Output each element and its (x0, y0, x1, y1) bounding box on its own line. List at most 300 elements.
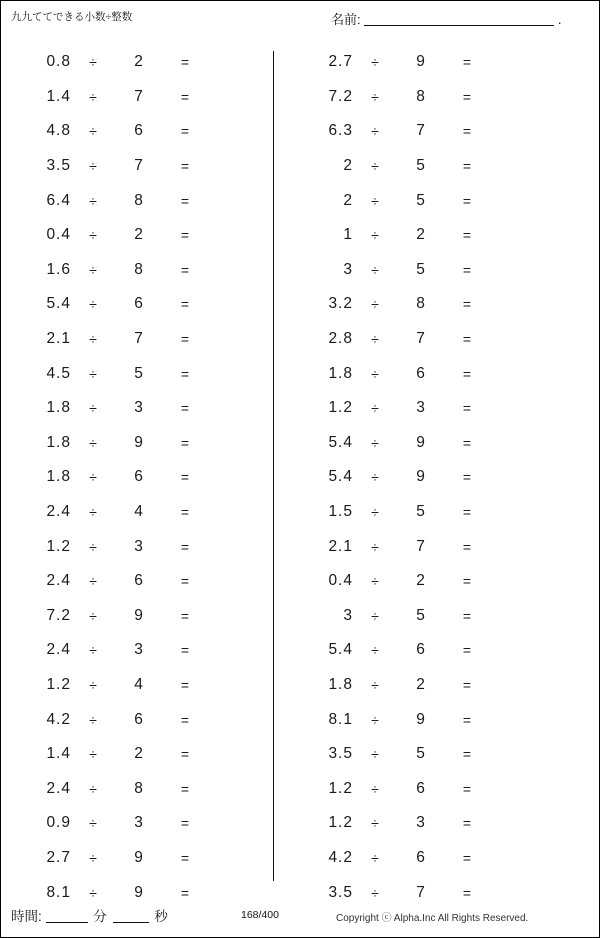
divisor: 4 (134, 675, 144, 693)
problem-row (283, 426, 555, 461)
division-operator: ÷ (371, 192, 379, 209)
division-operator: ÷ (89, 88, 97, 105)
divisor: 3 (416, 814, 426, 832)
divisor: 9 (416, 710, 426, 728)
problem-row (1, 668, 273, 703)
divisor: 5 (416, 191, 426, 209)
equals-sign: = (462, 573, 472, 590)
dividend: 1.8 (46, 433, 71, 451)
problem-row (1, 633, 273, 668)
answer-blank[interactable] (487, 330, 551, 348)
answer-blank[interactable] (205, 607, 269, 625)
answer-blank[interactable] (205, 88, 269, 106)
divisor: 2 (416, 572, 426, 590)
answer-blank[interactable] (205, 468, 269, 486)
dividend: 1.2 (46, 675, 71, 693)
page-header (1, 1, 599, 39)
equals-sign: = (180, 331, 190, 348)
answer-blank[interactable] (487, 538, 551, 556)
divisor: 6 (416, 779, 426, 797)
divisor: 6 (416, 364, 426, 382)
division-operator: ÷ (371, 884, 379, 901)
equals-sign: = (462, 469, 472, 486)
divisor: 6 (416, 848, 426, 866)
division-operator: ÷ (371, 434, 379, 451)
problem-row (283, 253, 555, 288)
divisor: 3 (134, 641, 144, 659)
answer-blank[interactable] (205, 572, 269, 590)
problem-row (283, 633, 555, 668)
divisor: 8 (134, 191, 144, 209)
answer-blank[interactable] (487, 365, 551, 383)
equals-sign: = (180, 849, 190, 866)
dividend: 5.4 (328, 433, 353, 451)
divisor: 8 (416, 295, 426, 313)
division-operator: ÷ (371, 780, 379, 797)
equals-sign: = (462, 815, 472, 832)
dividend: 4.2 (328, 848, 353, 866)
divisor: 6 (134, 572, 144, 590)
minutes-unit: 分 (93, 909, 107, 924)
problem-row (1, 564, 273, 599)
equals-sign: = (462, 642, 472, 659)
answer-blank[interactable] (487, 157, 551, 175)
column-divider (273, 51, 274, 881)
division-operator: ÷ (89, 434, 97, 451)
answer-blank[interactable] (487, 607, 551, 625)
division-operator: ÷ (371, 711, 379, 728)
answer-blank[interactable] (487, 295, 551, 313)
division-operator: ÷ (371, 123, 379, 140)
divisor: 3 (416, 399, 426, 417)
divisor: 3 (134, 814, 144, 832)
divisor: 7 (416, 537, 426, 555)
division-operator: ÷ (89, 227, 97, 244)
division-operator: ÷ (371, 504, 379, 521)
equals-sign: = (462, 780, 472, 797)
dividend: 3.5 (46, 157, 71, 175)
division-operator: ÷ (371, 296, 379, 313)
answer-blank[interactable] (205, 503, 269, 521)
division-operator: ÷ (371, 261, 379, 278)
divisor: 5 (416, 745, 426, 763)
equals-sign: = (180, 296, 190, 313)
divisor: 7 (134, 87, 144, 105)
problem-row (283, 149, 555, 184)
problem-row (1, 45, 273, 80)
answer-blank[interactable] (205, 53, 269, 71)
equals-sign: = (462, 434, 472, 451)
division-operator: ÷ (371, 815, 379, 832)
problem-row (1, 495, 273, 530)
answer-blank[interactable] (487, 192, 551, 210)
answer-blank[interactable] (205, 157, 269, 175)
divisor: 7 (134, 330, 144, 348)
problem-row (283, 391, 555, 426)
answer-blank[interactable] (487, 122, 551, 140)
equals-sign: = (180, 158, 190, 175)
answer-blank[interactable] (205, 538, 269, 556)
division-operator: ÷ (371, 88, 379, 105)
equals-sign: = (462, 331, 472, 348)
dividend: 3.5 (328, 745, 353, 763)
divisor: 5 (416, 157, 426, 175)
division-operator: ÷ (89, 607, 97, 624)
division-operator: ÷ (371, 365, 379, 382)
equals-sign: = (462, 88, 472, 105)
divisor: 3 (134, 399, 144, 417)
dividend: 0.9 (46, 814, 71, 832)
problem-column-right (283, 45, 555, 910)
dividend: 7.2 (46, 606, 71, 624)
divisor: 5 (134, 364, 144, 382)
name-input-line[interactable] (364, 12, 554, 26)
equals-sign: = (462, 711, 472, 728)
dividend: 2.4 (46, 641, 71, 659)
problem-row (283, 564, 555, 599)
answer-blank[interactable] (487, 849, 551, 867)
problem-row (1, 391, 273, 426)
equals-sign: = (180, 676, 190, 693)
division-operator: ÷ (89, 884, 97, 901)
problem-row (1, 356, 273, 391)
problem-row (283, 287, 555, 322)
division-operator: ÷ (89, 192, 97, 209)
problem-row (283, 841, 555, 876)
dividend: 1.4 (46, 745, 71, 763)
problem-row (1, 80, 273, 115)
dividend: 1.8 (328, 675, 353, 693)
dividend: 4.8 (46, 122, 71, 140)
equals-sign: = (180, 123, 190, 140)
dividend: 2 (343, 157, 353, 175)
divisor: 3 (134, 537, 144, 555)
division-operator: ÷ (89, 746, 97, 763)
dividend: 2.7 (328, 53, 353, 71)
equals-sign: = (462, 261, 472, 278)
seconds-input-line[interactable] (113, 910, 149, 923)
division-operator: ÷ (89, 573, 97, 590)
problem-column-left (1, 45, 273, 910)
equals-sign: = (180, 607, 190, 624)
answer-blank[interactable] (487, 399, 551, 417)
problem-row (1, 114, 273, 149)
division-operator: ÷ (371, 607, 379, 624)
answer-blank[interactable] (205, 849, 269, 867)
divisor: 5 (416, 503, 426, 521)
problem-row (1, 806, 273, 841)
division-operator: ÷ (371, 331, 379, 348)
problem-row (1, 702, 273, 737)
problem-row (1, 599, 273, 634)
division-operator: ÷ (371, 676, 379, 693)
divisor: 2 (134, 226, 144, 244)
problem-row (1, 841, 273, 876)
answer-blank[interactable] (205, 434, 269, 452)
equals-sign: = (462, 400, 472, 417)
answer-blank[interactable] (487, 745, 551, 763)
division-operator: ÷ (371, 573, 379, 590)
dividend: 0.4 (46, 226, 71, 244)
dividend: 1.6 (46, 260, 71, 278)
dividend: 5.4 (328, 641, 353, 659)
problem-row (283, 114, 555, 149)
dividend: 3 (343, 606, 353, 624)
answer-blank[interactable] (487, 468, 551, 486)
equals-sign: = (180, 815, 190, 832)
problems-area (1, 45, 600, 901)
equals-sign: = (462, 746, 472, 763)
equals-sign: = (462, 54, 472, 71)
dividend: 2.4 (46, 503, 71, 521)
equals-sign: = (180, 711, 190, 728)
minutes-input-line[interactable] (46, 910, 88, 923)
answer-blank[interactable] (205, 641, 269, 659)
divisor: 4 (134, 503, 144, 521)
dividend: 1 (343, 226, 353, 244)
equals-sign: = (180, 88, 190, 105)
divisor: 7 (416, 122, 426, 140)
divisor: 6 (134, 468, 144, 486)
answer-blank[interactable] (205, 122, 269, 140)
equals-sign: = (180, 780, 190, 797)
equals-sign: = (462, 538, 472, 555)
dividend: 2.1 (46, 330, 71, 348)
divisor: 5 (416, 606, 426, 624)
dividend: 3.5 (328, 883, 353, 901)
divisor: 2 (416, 675, 426, 693)
dividend: 0.4 (328, 572, 353, 590)
answer-blank[interactable] (487, 226, 551, 244)
dividend: 2.8 (328, 330, 353, 348)
problem-row (283, 460, 555, 495)
problem-row (283, 80, 555, 115)
dividend: 6.3 (328, 122, 353, 140)
division-operator: ÷ (371, 54, 379, 71)
divisor: 9 (134, 433, 144, 451)
answer-blank[interactable] (205, 365, 269, 383)
problem-row (283, 356, 555, 391)
division-operator: ÷ (89, 261, 97, 278)
division-operator: ÷ (89, 158, 97, 175)
dividend: 1.4 (46, 87, 71, 105)
answer-blank[interactable] (487, 503, 551, 521)
divisor: 9 (416, 468, 426, 486)
name-suffix: . (557, 12, 562, 27)
time-label: 時間: (11, 909, 42, 924)
equals-sign: = (462, 296, 472, 313)
division-operator: ÷ (89, 676, 97, 693)
page-footer (1, 895, 599, 937)
equals-sign: = (462, 504, 472, 521)
answer-blank[interactable] (205, 745, 269, 763)
dividend: 1.5 (328, 503, 353, 521)
answer-blank[interactable] (487, 53, 551, 71)
equals-sign: = (462, 607, 472, 624)
division-operator: ÷ (89, 849, 97, 866)
divisor: 6 (416, 641, 426, 659)
divisor: 2 (134, 53, 144, 71)
answer-blank[interactable] (205, 814, 269, 832)
problem-row (283, 183, 555, 218)
problem-row (283, 771, 555, 806)
division-operator: ÷ (89, 815, 97, 832)
equals-sign: = (462, 123, 472, 140)
divisor: 8 (134, 260, 144, 278)
division-operator: ÷ (371, 642, 379, 659)
dividend: 1.8 (46, 399, 71, 417)
dividend: 2.1 (328, 537, 353, 555)
divisor: 6 (134, 710, 144, 728)
problem-row (1, 322, 273, 357)
dividend: 8.1 (46, 883, 71, 901)
dividend: 5.4 (328, 468, 353, 486)
equals-sign: = (180, 642, 190, 659)
answer-blank[interactable] (487, 88, 551, 106)
equals-sign: = (462, 158, 472, 175)
equals-sign: = (180, 261, 190, 278)
problem-row (283, 737, 555, 772)
dividend: 3 (343, 260, 353, 278)
dividend: 8.1 (328, 710, 353, 728)
equals-sign: = (180, 884, 190, 901)
division-operator: ÷ (89, 711, 97, 728)
problem-row (283, 218, 555, 253)
dividend: 6.4 (46, 191, 71, 209)
equals-sign: = (180, 573, 190, 590)
division-operator: ÷ (89, 469, 97, 486)
equals-sign: = (180, 192, 190, 209)
dividend: 0.8 (46, 53, 71, 71)
division-operator: ÷ (371, 469, 379, 486)
dividend: 1.2 (328, 779, 353, 797)
equals-sign: = (462, 849, 472, 866)
problem-row (1, 183, 273, 218)
division-operator: ÷ (89, 400, 97, 417)
problem-row (283, 495, 555, 530)
equals-sign: = (180, 504, 190, 521)
division-operator: ÷ (89, 54, 97, 71)
answer-blank[interactable] (487, 780, 551, 798)
divisor: 7 (416, 330, 426, 348)
answer-blank[interactable] (205, 330, 269, 348)
divisor: 7 (416, 883, 426, 901)
division-operator: ÷ (89, 365, 97, 382)
equals-sign: = (462, 227, 472, 244)
divisor: 6 (134, 295, 144, 313)
division-operator: ÷ (89, 504, 97, 521)
problem-row (1, 771, 273, 806)
seconds-unit: 秒 (154, 909, 168, 924)
divisor: 9 (134, 848, 144, 866)
divisor: 9 (134, 883, 144, 901)
division-operator: ÷ (89, 296, 97, 313)
division-operator: ÷ (89, 780, 97, 797)
problem-row (283, 668, 555, 703)
equals-sign: = (180, 469, 190, 486)
answer-blank[interactable] (205, 192, 269, 210)
equals-sign: = (180, 434, 190, 451)
equals-sign: = (462, 365, 472, 382)
answer-blank[interactable] (205, 399, 269, 417)
problem-row (1, 287, 273, 322)
answer-blank[interactable] (205, 295, 269, 313)
equals-sign: = (180, 54, 190, 71)
answer-blank[interactable] (205, 711, 269, 729)
time-field-group (11, 905, 170, 925)
dividend: 3.2 (328, 295, 353, 313)
divisor: 7 (134, 157, 144, 175)
answer-blank[interactable] (487, 711, 551, 729)
equals-sign: = (462, 676, 472, 693)
divisor: 9 (134, 606, 144, 624)
answer-blank[interactable] (205, 676, 269, 694)
division-operator: ÷ (371, 158, 379, 175)
divisor: 6 (134, 122, 144, 140)
division-operator: ÷ (371, 400, 379, 417)
copyright-notice: Copyright ⓒ Alpha.Inc All Rights Reserved. (336, 913, 529, 924)
equals-sign: = (180, 746, 190, 763)
problem-row (283, 702, 555, 737)
dividend: 7.2 (328, 87, 353, 105)
problem-row (283, 529, 555, 564)
division-operator: ÷ (371, 849, 379, 866)
division-operator: ÷ (371, 746, 379, 763)
divisor: 8 (134, 779, 144, 797)
equals-sign: = (180, 538, 190, 555)
answer-blank[interactable] (205, 780, 269, 798)
dividend: 4.2 (46, 710, 71, 728)
name-label: 名前: (331, 12, 361, 27)
problem-row (1, 253, 273, 288)
problem-row (283, 45, 555, 80)
answer-blank[interactable] (205, 261, 269, 279)
name-field-group (331, 9, 562, 28)
equals-sign: = (180, 365, 190, 382)
dividend: 5.4 (46, 295, 71, 313)
problem-row (1, 529, 273, 564)
page-number: 168/400 (241, 909, 279, 921)
answer-blank[interactable] (487, 572, 551, 590)
divisor: 2 (134, 745, 144, 763)
equals-sign: = (180, 400, 190, 417)
division-operator: ÷ (89, 331, 97, 348)
divisor: 8 (416, 87, 426, 105)
division-operator: ÷ (89, 642, 97, 659)
answer-blank[interactable] (487, 641, 551, 659)
answer-blank[interactable] (487, 676, 551, 694)
problem-row (1, 426, 273, 461)
dividend: 1.2 (328, 399, 353, 417)
answer-blank[interactable] (487, 434, 551, 452)
division-operator: ÷ (89, 123, 97, 140)
problem-row (283, 599, 555, 634)
answer-blank[interactable] (205, 226, 269, 244)
division-operator: ÷ (371, 227, 379, 244)
dividend: 1.2 (46, 537, 71, 555)
dividend: 1.2 (328, 814, 353, 832)
divisor: 5 (416, 260, 426, 278)
problem-row (1, 460, 273, 495)
problem-row (1, 149, 273, 184)
answer-blank[interactable] (487, 814, 551, 832)
dividend: 1.8 (328, 364, 353, 382)
divisor: 9 (416, 433, 426, 451)
answer-blank[interactable] (487, 261, 551, 279)
divisor: 9 (416, 53, 426, 71)
problem-row (283, 806, 555, 841)
problem-row (283, 322, 555, 357)
